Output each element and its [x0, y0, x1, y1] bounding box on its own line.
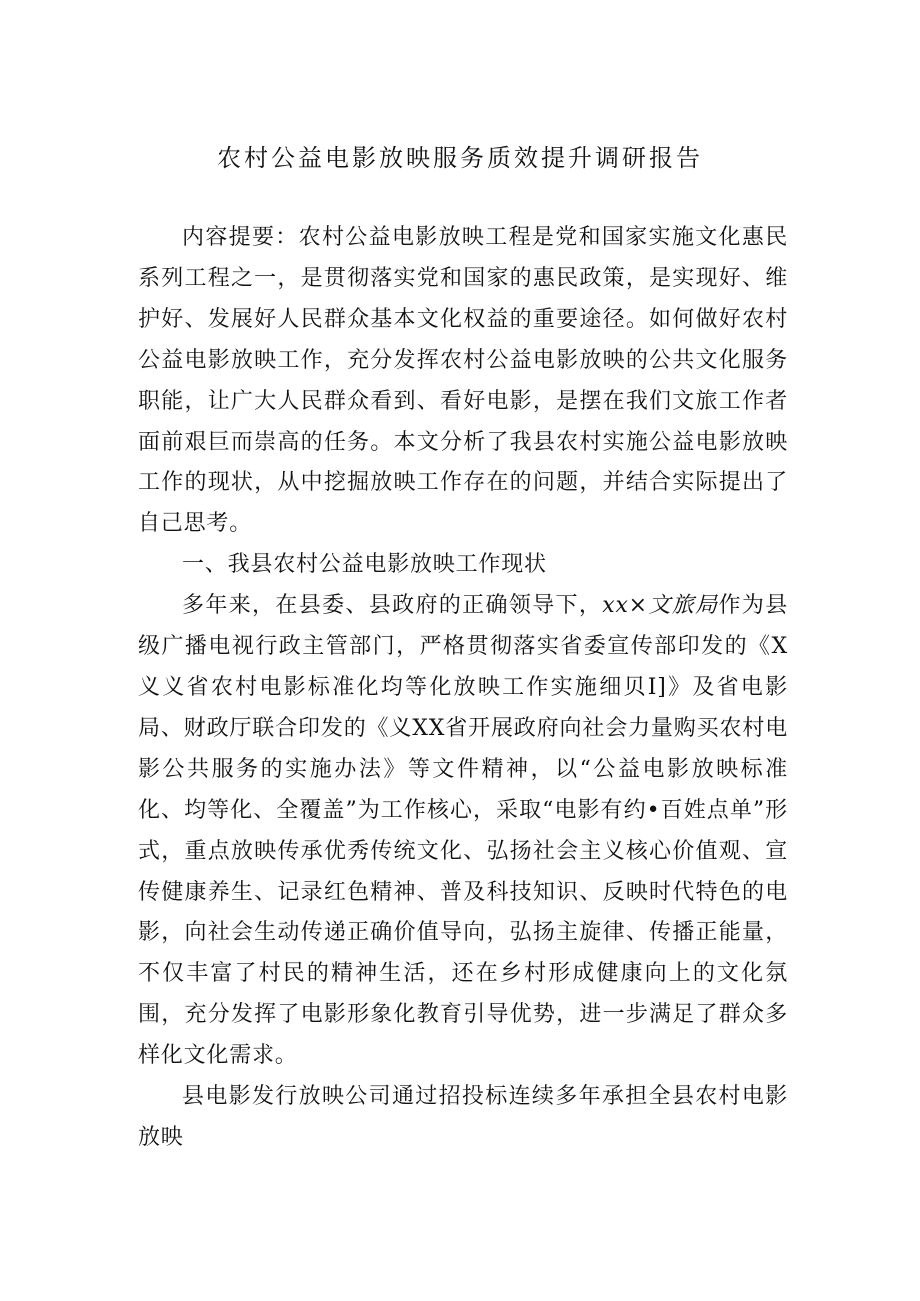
- paragraph-text-rest: 作为县级广播电视行政主管部门，严格贯彻落实省委宣传部印发的《X义义省农村电影标准化均等化放映工作实施细贝I]》及省电影局、财政厅联合印发的《义XX省开展政府向社会力量购买农村电影公共服务的实施办法》等文件精神，以“公益电影放映标准化、均等化、全覆盖”为工作核心，采取“电影有约•百姓点单”形式，重点放映传承优秀传统文化、弘扬社会主义核心价值观、宣传健康养生、记录红色精神、普及科技知识、反映时代特色的电影，向社会生动传递正确价值导向，弘扬主旋律、传播正能量，不仅丰富了村民的精神生活，还在乡村形成健康向上的文化氛围，充分发挥了电影形象化教育引导优势，进一步满足了群众多样化文化需求。: [138, 593, 788, 1069]
- body-paragraph-2: 县电影发行放映公司通过招投标连续多年承担全县农村电影放映: [138, 1084, 788, 1150]
- abstract-paragraph: 内容提要：农村公益电影放映工程是党和国家实施文化惠民系列工程之一，是贯彻落实党和国家的惠民政策，是实现好、维护好、发展好人民群众基本文化权益的重要途径。如何做好农村公益电影放映工作，充分发挥农村公益电影放映的公共文化服务职能，让广大人民群众看到、看好电影，是摆在我们文旅工作者面前艰巨而崇高的任务。本文分析了我县农村实施公益电影放映工作的现状，从中挖掘放映工作存在的问题，并结合实际提出了自己思考。: [138, 225, 788, 537]
- paragraph-text-start: 多年来，在县委、县政府的正确领导下，: [182, 593, 603, 619]
- document-title: 农村公益电影放映服务质效提升调研报告: [217, 144, 703, 172]
- section-heading: 一、我县农村公益电影放映工作现状: [182, 552, 547, 578]
- organization-name: xx×文旅局: [602, 593, 719, 619]
- document-body: [138, 218, 788, 1159]
- body-paragraph-1: [138, 586, 788, 1077]
